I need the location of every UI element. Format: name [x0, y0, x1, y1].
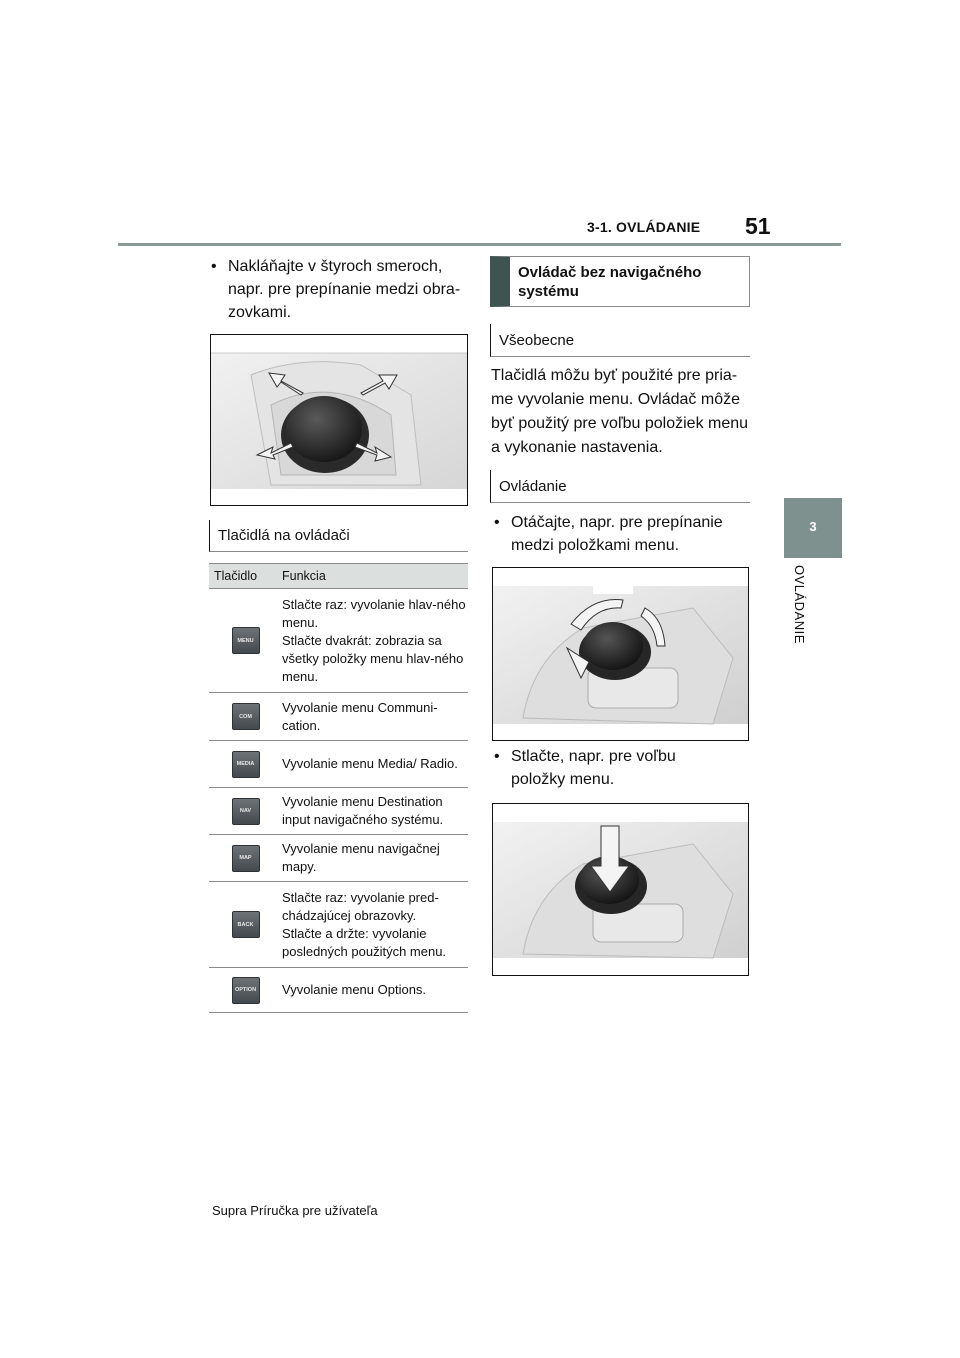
- function-text: Vyvolanie menu Media/ Radio.: [282, 756, 458, 771]
- header-divider: [118, 243, 841, 246]
- table-header: [209, 563, 468, 589]
- map-button-icon: MAP: [232, 845, 260, 872]
- buttons-table: [209, 563, 468, 1013]
- function-text: Vyvolanie menu Destination input navigačného systému.: [282, 794, 444, 827]
- header-button: Tlačidlo: [214, 569, 258, 583]
- table-row: [209, 968, 468, 1013]
- function-text: Stlačte raz: vyvolanie hlav-ného menu. Stlačte dvakrát: zobrazia sa všetky položky menu hlav-ného menu.: [282, 596, 466, 684]
- section-title: 3-1. OVLÁDANIE: [587, 219, 701, 235]
- general-paragraph: Tlačidlá môžu byť použité pre pria-me vyvolanie menu. Ovládač môže byť použitý pre voľbu položiek menu a vykonanie nastavenia.: [491, 367, 749, 456]
- table-row: [209, 741, 468, 788]
- controller-heading: [490, 256, 750, 307]
- nav-button-icon: NAV: [232, 798, 260, 825]
- table-row: [209, 693, 468, 741]
- function-text: Vyvolanie menu Options.: [282, 982, 427, 997]
- chapter-label: OVLÁDANIE: [792, 565, 807, 644]
- option-button-icon: OPTION: [232, 977, 260, 1004]
- controller-heading-text: Ovládač bez navigačného systému: [518, 264, 702, 300]
- function-text: Vyvolanie menu navigačnej mapy.: [282, 841, 440, 874]
- table-row: [209, 882, 468, 968]
- menu-button-icon: MENU: [232, 627, 260, 654]
- buttons-heading: Tlačidlá na ovládači: [209, 520, 468, 552]
- table-row: [209, 835, 468, 882]
- media-button-icon: MEDIA: [232, 751, 260, 778]
- bullet-turn: • Otáčajte, napr. pre prepínanie medzi položkami menu.: [494, 511, 734, 557]
- general-heading: Všeobecne: [490, 324, 750, 357]
- figure-tilt-controller: [210, 334, 468, 506]
- page-number: 51: [745, 213, 771, 239]
- figure-press-controller: [492, 803, 749, 976]
- bullet-press: • Stlačte, napr. pre voľbu položky menu.: [494, 745, 734, 791]
- function-text: Stlačte raz: vyvolanie pred-chádzajúcej obrazovky. Stlačte a držte: vyvolanie posledných použitých menu.: [282, 889, 447, 959]
- table-row: [209, 788, 468, 835]
- bullet-dot: •: [211, 258, 217, 275]
- figure-turn-controller: [492, 567, 749, 741]
- table-row: [209, 589, 468, 693]
- function-text: Vyvolanie menu Communi-cation.: [282, 699, 438, 733]
- header-function: Funkcia: [282, 569, 326, 583]
- footer-text: Supra Príručka pre užívateľa: [212, 1203, 378, 1218]
- bullet-dot: •: [494, 748, 500, 765]
- bullet-dot: •: [494, 514, 500, 531]
- com-button-icon: COM: [232, 703, 260, 730]
- operation-heading: Ovládanie: [490, 470, 750, 503]
- back-button-icon: BACK: [232, 911, 260, 938]
- chapter-tab: 3: [784, 498, 842, 558]
- bullet-tilt: • Nakláňajte v štyroch smeroch, napr. pre prepínanie medzi obra-zovkami.: [211, 255, 466, 324]
